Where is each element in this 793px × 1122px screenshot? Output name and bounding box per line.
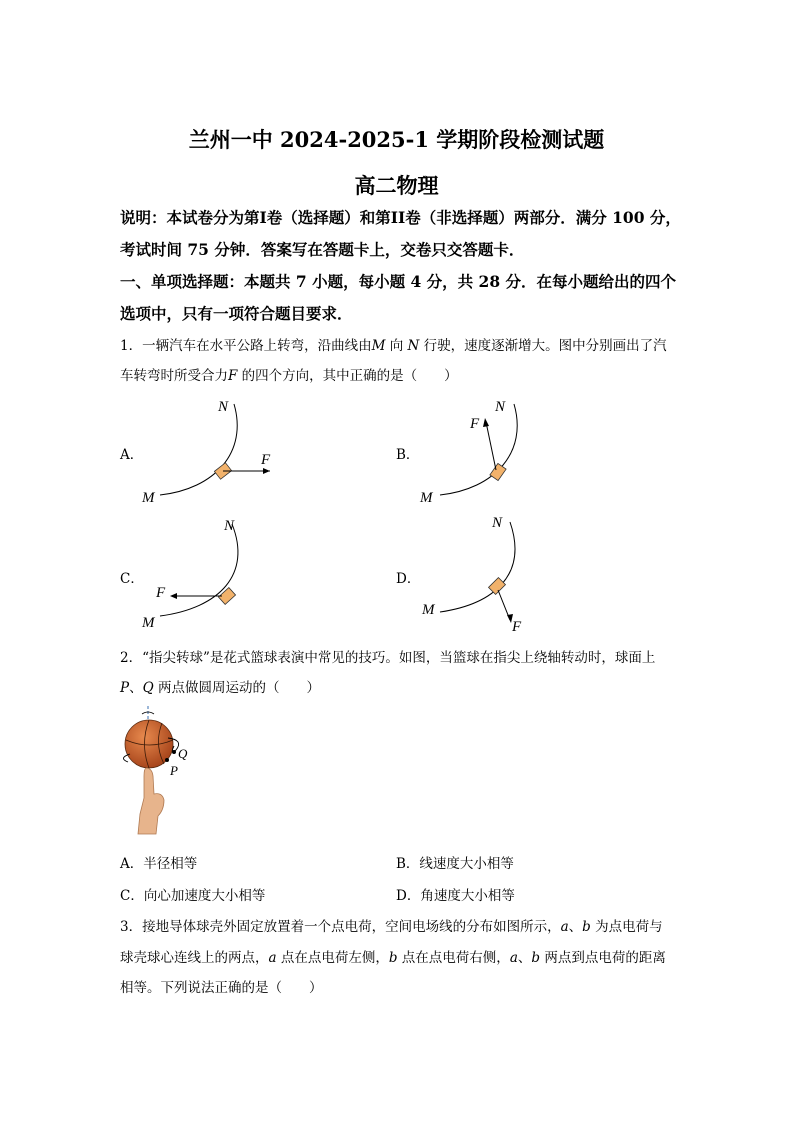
spinning-basketball-figure	[118, 706, 198, 838]
q2-option-d[interactable]: D．角速度大小相等	[396, 888, 515, 904]
q3-stem-line-2: 球壳球心连线上的两点，a 点在点电荷左侧，b 点在点电荷右侧，a、b 两点到点电荷的距离	[120, 950, 666, 966]
finger	[138, 768, 164, 834]
label-m: M	[142, 615, 155, 631]
label-f: F	[470, 416, 480, 432]
force-arrow-head	[263, 468, 270, 474]
intro-line-1: 说明：本试卷分为第I卷（选择题）和第II卷（非选择题）两部分．满分 100 分，	[120, 208, 681, 227]
q1-stem-line-2: 车转弯时所受合力F 的四个方向，其中正确的是（ ）	[120, 368, 458, 384]
q3-stem-line-1: 3．接地导体球壳外固定放置着一个点电荷，空间电场线的分布如图所示，a、b 为点电荷与	[120, 919, 663, 935]
q1-option-b-figure	[410, 392, 590, 512]
car-block	[490, 463, 506, 480]
trajectory-curve	[440, 522, 515, 612]
q1-option-a-label[interactable]: A．	[120, 447, 144, 463]
point-p	[165, 758, 169, 762]
label-f: F	[156, 585, 166, 601]
label-n: N	[224, 518, 235, 534]
label-m: M	[142, 490, 155, 506]
q3-stem-line-3: 相等。下列说法正确的是（ ）	[120, 980, 323, 996]
exam-title: 兰州一中 2024-2025-1 学期阶段检测试题	[188, 127, 605, 152]
q1-option-d-figure	[410, 512, 590, 637]
label-n: N	[492, 515, 503, 531]
force-arrow-head	[483, 418, 489, 427]
q1-option-c-label[interactable]: C．	[120, 571, 144, 587]
q1-option-c-figure	[130, 512, 310, 637]
force-arrow-head	[170, 593, 177, 599]
q1-option-b-label[interactable]: B．	[396, 447, 420, 463]
label-q: Q	[178, 746, 188, 761]
q2-option-b[interactable]: B．线速度大小相等	[396, 856, 514, 872]
q1-option-a-figure	[130, 392, 310, 512]
q2-option-c[interactable]: C．向心加速度大小相等	[120, 888, 266, 904]
q2-option-a[interactable]: A．半径相等	[120, 856, 198, 872]
label-n: N	[495, 399, 506, 415]
car-block	[489, 578, 506, 595]
point-q	[172, 750, 176, 754]
intro-line-2: 考试时间 75 分钟．答案写在答题卡上，交卷只交答题卡．	[120, 240, 525, 259]
label-f: F	[512, 619, 522, 635]
section-heading-line-2: 选项中，只有一项符合题目要求．	[120, 304, 353, 323]
q1-stem-line-1: 1．一辆汽车在水平公路上转弯，沿曲线由M 向 N 行驶，速度逐渐增大。图中分别画出了汽	[120, 338, 667, 354]
q2-stem-line-1: 2．“指尖转球”是花式篮球表演中常见的技巧。如图，当篮球在指尖上绕轴转动时，球面上	[120, 650, 656, 666]
q1-option-d-label[interactable]: D．	[396, 571, 421, 587]
label-m: M	[422, 602, 435, 618]
subject-title: 高二物理	[354, 173, 439, 198]
q2-stem-line-2: P、Q 两点做圆周运动的（ ）	[120, 680, 320, 696]
label-n: N	[218, 399, 229, 415]
label-m: M	[420, 490, 433, 506]
label-f: F	[261, 452, 271, 468]
label-p: P	[170, 763, 178, 778]
section-heading-line-1: 一、单项选择题：本题共 7 小题，每小题 4 分，共 28 分．在每小题给出的四个	[120, 272, 677, 291]
trajectory-curve	[160, 404, 237, 495]
